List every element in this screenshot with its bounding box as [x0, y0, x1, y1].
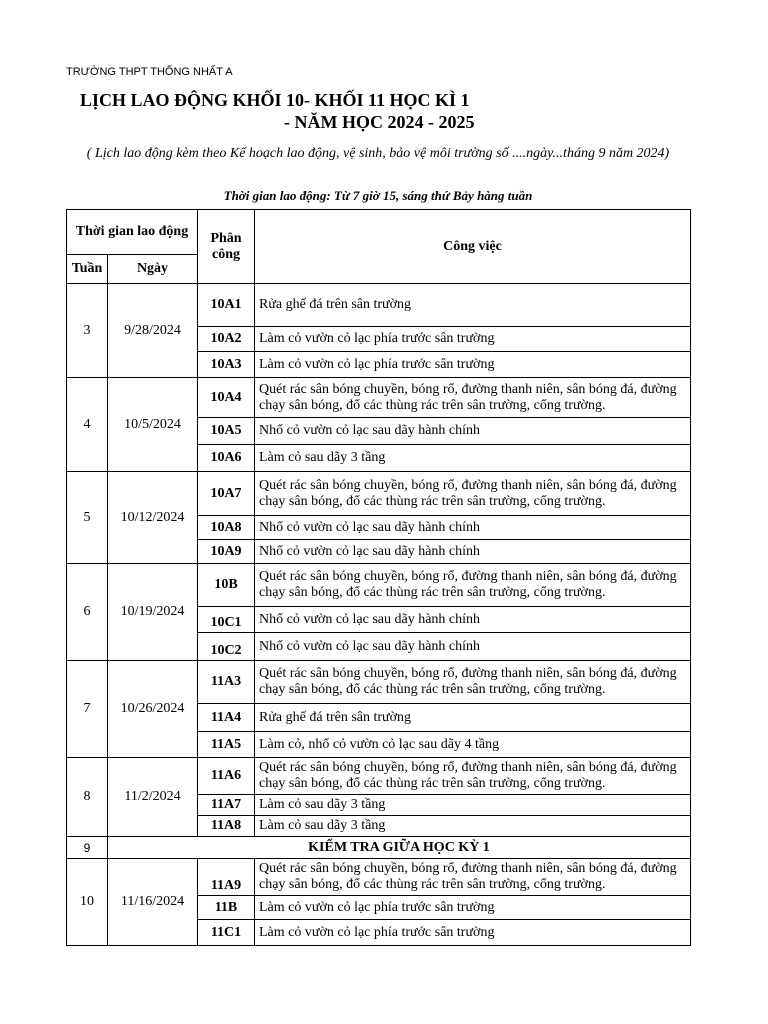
header-date: Ngày: [108, 255, 198, 284]
task-cell: Rửa ghế đá trên sân trường: [255, 284, 691, 327]
class-cell: 11B: [198, 896, 255, 920]
task-cell: Nhổ cỏ vườn cỏ lạc sau dãy hành chính: [255, 516, 691, 540]
task-cell: Rửa ghế đá trên sân trường: [255, 704, 691, 732]
task-cell: Nhổ cỏ vườn cỏ lạc sau dãy hành chính: [255, 607, 691, 633]
week-cell: 9: [67, 837, 108, 859]
task-cell: Quét rác sân bóng chuyền, bóng rổ, đường thanh niên, sân bóng đá, đường chạy sân bóng, đổ các thùng rác trên sân trường, cổng trường.: [255, 472, 691, 516]
class-cell: 10A2: [198, 327, 255, 352]
task-cell: Làm cỏ vườn cỏ lạc phía trước sân trường: [255, 327, 691, 352]
class-cell: 10A3: [198, 352, 255, 378]
class-cell: 10A6: [198, 445, 255, 472]
header-time: Thời gian lao động: [67, 210, 198, 255]
exam-banner: KIỂM TRA GIỮA HỌC KỲ 1: [108, 837, 691, 859]
task-cell: Nhổ cỏ vườn cỏ lạc sau dãy hành chính: [255, 418, 691, 445]
date-cell: 11/2/2024: [108, 758, 198, 837]
header-task: Công việc: [255, 210, 691, 284]
class-cell: 10A8: [198, 516, 255, 540]
class-cell: 10C1: [198, 607, 255, 633]
task-cell: Làm cỏ sau dãy 3 tầng: [255, 816, 691, 837]
school-name: TRƯỜNG THPT THỐNG NHẤT A: [66, 66, 233, 78]
date-cell: 10/5/2024: [108, 378, 198, 472]
task-cell: Quét rác sân bóng chuyền, bóng rổ, đường thanh niên, sân bóng đá, đường chạy sân bóng, đổ các thùng rác trên sân trường, cổng trường.: [255, 758, 691, 795]
class-cell: 11A5: [198, 732, 255, 758]
task-cell: Quét rác sân bóng chuyền, bóng rổ, đường thanh niên, sân bóng đá, đường chạy sân bóng, đổ các thùng rác trên sân trường, cổng trường.: [255, 564, 691, 607]
schedule-table: [66, 209, 691, 946]
work-time: Thời gian lao động: Từ 7 giờ 15, sáng thứ Bảy hàng tuần: [223, 188, 533, 203]
week-cell: 6: [67, 564, 108, 661]
task-cell: Làm cỏ sau dãy 3 tầng: [255, 445, 691, 472]
task-cell: Nhổ cỏ vườn cỏ lạc sau dãy hành chính: [255, 633, 691, 661]
class-cell: 11A9: [198, 859, 255, 896]
class-cell: 10B: [198, 564, 255, 607]
class-cell: 11A8: [198, 816, 255, 837]
date-cell: 10/26/2024: [108, 661, 198, 758]
task-cell: Quét rác sân bóng chuyền, bóng rổ, đường thanh niên, sân bóng đá, đường chạy sân bóng, đổ các thùng rác trên sân trường, cổng trường.: [255, 661, 691, 704]
class-cell: 10A9: [198, 540, 255, 564]
class-cell: 11A7: [198, 795, 255, 816]
class-cell: 10A1: [198, 284, 255, 327]
week-cell: 8: [67, 758, 108, 837]
task-cell: Làm cỏ sau dãy 3 tầng: [255, 795, 691, 816]
class-cell: 10C2: [198, 633, 255, 661]
class-cell: 11C1: [198, 920, 255, 946]
header-week: Tuần: [67, 255, 108, 284]
task-cell: Quét rác sân bóng chuyền, bóng rổ, đường thanh niên, sân bóng đá, đường chạy sân bóng, đổ các thùng rác trên sân trường, cổng trường.: [255, 859, 691, 896]
week-cell: 3: [67, 284, 108, 378]
date-cell: 10/19/2024: [108, 564, 198, 661]
week-cell: 10: [67, 859, 108, 946]
week-cell: 4: [67, 378, 108, 472]
class-cell: 11A3: [198, 661, 255, 704]
document-subtitle: - NĂM HỌC 2024 - 2025: [284, 112, 475, 132]
class-cell: 11A4: [198, 704, 255, 732]
date-cell: 11/16/2024: [108, 859, 198, 946]
task-cell: Quét rác sân bóng chuyền, bóng rổ, đường thanh niên, sân bóng đá, đường chạy sân bóng, đổ các thùng rác trên sân trường, cổng trường.: [255, 378, 691, 418]
document-title: LỊCH LAO ĐỘNG KHỐI 10- KHỐI 11 HỌC KÌ 1: [80, 90, 470, 110]
week-cell: 5: [67, 472, 108, 564]
week-cell: 7: [67, 661, 108, 758]
task-cell: Làm cỏ vườn cỏ lạc phía trước sân trường: [255, 896, 691, 920]
task-cell: Làm cỏ vườn cỏ lạc phía trước sân trường: [255, 352, 691, 378]
class-cell: 10A4: [198, 378, 255, 418]
task-cell: Làm cỏ, nhổ cỏ vườn cỏ lạc sau dãy 4 tầng: [255, 732, 691, 758]
document-note: ( Lịch lao động kèm theo Kế hoạch lao động, vệ sinh, bảo vệ môi trường số ....ngày...tháng 9 năm 2024): [86, 146, 670, 161]
class-cell: 10A7: [198, 472, 255, 516]
class-cell: 10A5: [198, 418, 255, 445]
date-cell: 10/12/2024: [108, 472, 198, 564]
task-cell: Làm cỏ vườn cỏ lạc phía trước sân trường: [255, 920, 691, 946]
task-cell: Nhổ cỏ vườn cỏ lạc sau dãy hành chính: [255, 540, 691, 564]
class-cell: 11A6: [198, 758, 255, 795]
header-assign: Phân công: [198, 210, 255, 284]
date-cell: 9/28/2024: [108, 284, 198, 378]
